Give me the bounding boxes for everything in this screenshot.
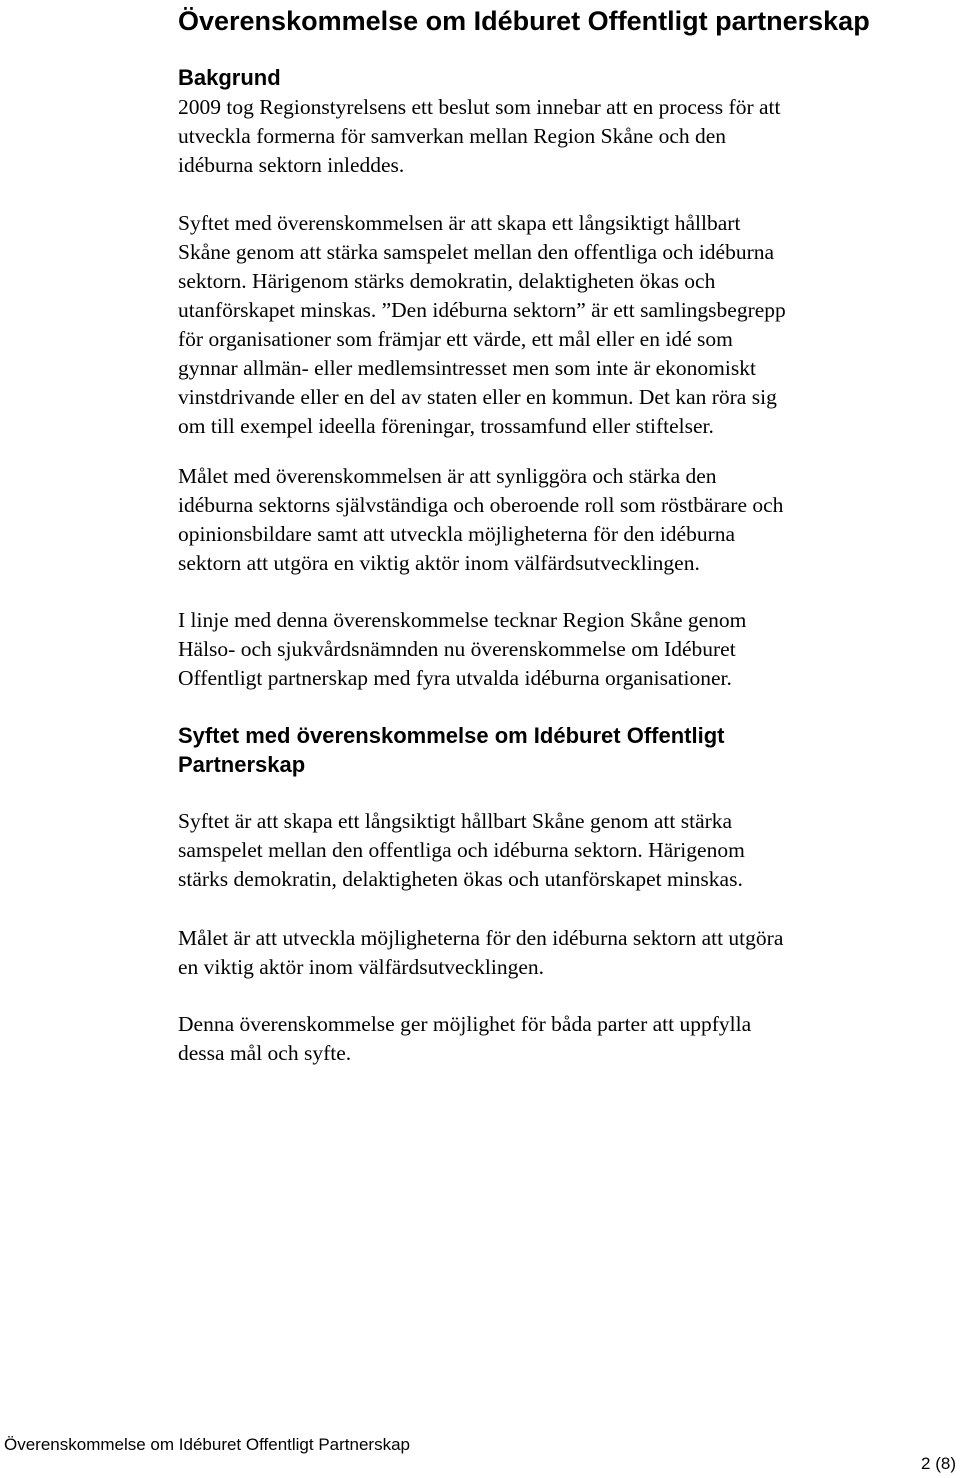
text-line: dessa mål och syfte. bbox=[178, 1041, 352, 1065]
paragraph-mutual-possibility bbox=[178, 1010, 938, 1068]
heading-line: Partnerskap bbox=[178, 752, 306, 777]
section-heading-purpose bbox=[178, 721, 724, 779]
text-line: Syftet är att skapa ett långsiktigt hållbart Skåne genom att stärka bbox=[178, 809, 733, 833]
text-line: I linje med denna överenskommelse tecknar Region Skåne genom bbox=[178, 608, 747, 632]
text-line: Syftet med överenskommelsen är att skapa ett långsiktigt hållbart bbox=[178, 211, 741, 235]
text-line: samspelet mellan den offentliga och idéburna sektorn. Härigenom bbox=[178, 838, 745, 862]
text-line: 2009 tog Regionstyrelsens ett beslut som innebar att en process för att bbox=[178, 95, 781, 119]
text-line: opinionsbildare samt att utveckla möjligheterna för den idéburna bbox=[178, 522, 736, 546]
text-line: idéburna sektorn inleddes. bbox=[178, 153, 405, 177]
text-line: utanförskapet minskas. ”Den idéburna sektorn” är ett samlingsbegrepp bbox=[178, 298, 786, 322]
section-heading-bakgrund: Bakgrund bbox=[178, 65, 281, 90]
paragraph-purpose-statement bbox=[178, 807, 938, 894]
text-line: Denna överenskommelse ger möjlighet för båda parter att uppfylla bbox=[178, 1012, 752, 1036]
text-line: vinstdrivande eller en del av staten eller en kommun. Det kan röra sig bbox=[178, 385, 777, 409]
heading-line: Syftet med överenskommelse om Idéburet Offentligt bbox=[178, 723, 725, 748]
text-line: stärks demokratin, delaktigheten ökas och utanförskapet minskas. bbox=[178, 867, 743, 891]
text-line: idéburna sektorns självständiga och oberoende roll som röstbärare och bbox=[178, 493, 784, 517]
text-line: utveckla formerna för samverkan mellan Region Skåne och den bbox=[178, 124, 727, 148]
text-line: Skåne genom att stärka samspelet mellan den offentliga och idéburna bbox=[178, 240, 775, 264]
text-line: Målet med överenskommelsen är att synliggöra och stärka den bbox=[178, 464, 717, 488]
text-line: om till exempel ideella föreningar, trossamfund eller stiftelser. bbox=[178, 414, 714, 438]
text-line: sektorn att utgöra en viktig aktör inom välfärdsutvecklingen. bbox=[178, 551, 700, 575]
text-line: för organisationer som främjar ett värde, ett mål eller en idé som bbox=[178, 327, 733, 351]
text-line: en viktig aktör inom välfärdsutvecklingen. bbox=[178, 955, 545, 979]
text-line: Hälso- och sjukvårdsnämnden nu överenskommelse om Idéburet bbox=[178, 637, 736, 661]
text-line: Offentligt partnerskap med fyra utvalda idéburna organisationer. bbox=[178, 666, 732, 690]
footer-document-title: Överenskommelse om Idéburet Offentligt Partnerskap bbox=[4, 1435, 410, 1454]
paragraph-agreement-signing bbox=[178, 606, 938, 693]
text-line: sektorn. Härigenom stärks demokratin, delaktigheten ökas och bbox=[178, 269, 716, 293]
footer-page-number: 2 (8) bbox=[921, 1454, 956, 1473]
paragraph-goal-statement bbox=[178, 924, 938, 982]
paragraph-purpose-definition bbox=[178, 209, 938, 441]
paragraph-goal bbox=[178, 462, 938, 578]
paragraph-background-intro bbox=[178, 93, 938, 180]
text-line: Målet är att utveckla möjligheterna för den idéburna sektorn att utgöra bbox=[178, 926, 784, 950]
text-line: gynnar allmän- eller medlemsintresset men som inte är ekonomiskt bbox=[178, 356, 756, 380]
page-title: Överenskommelse om Idéburet Offentligt partnerskap bbox=[178, 6, 870, 36]
